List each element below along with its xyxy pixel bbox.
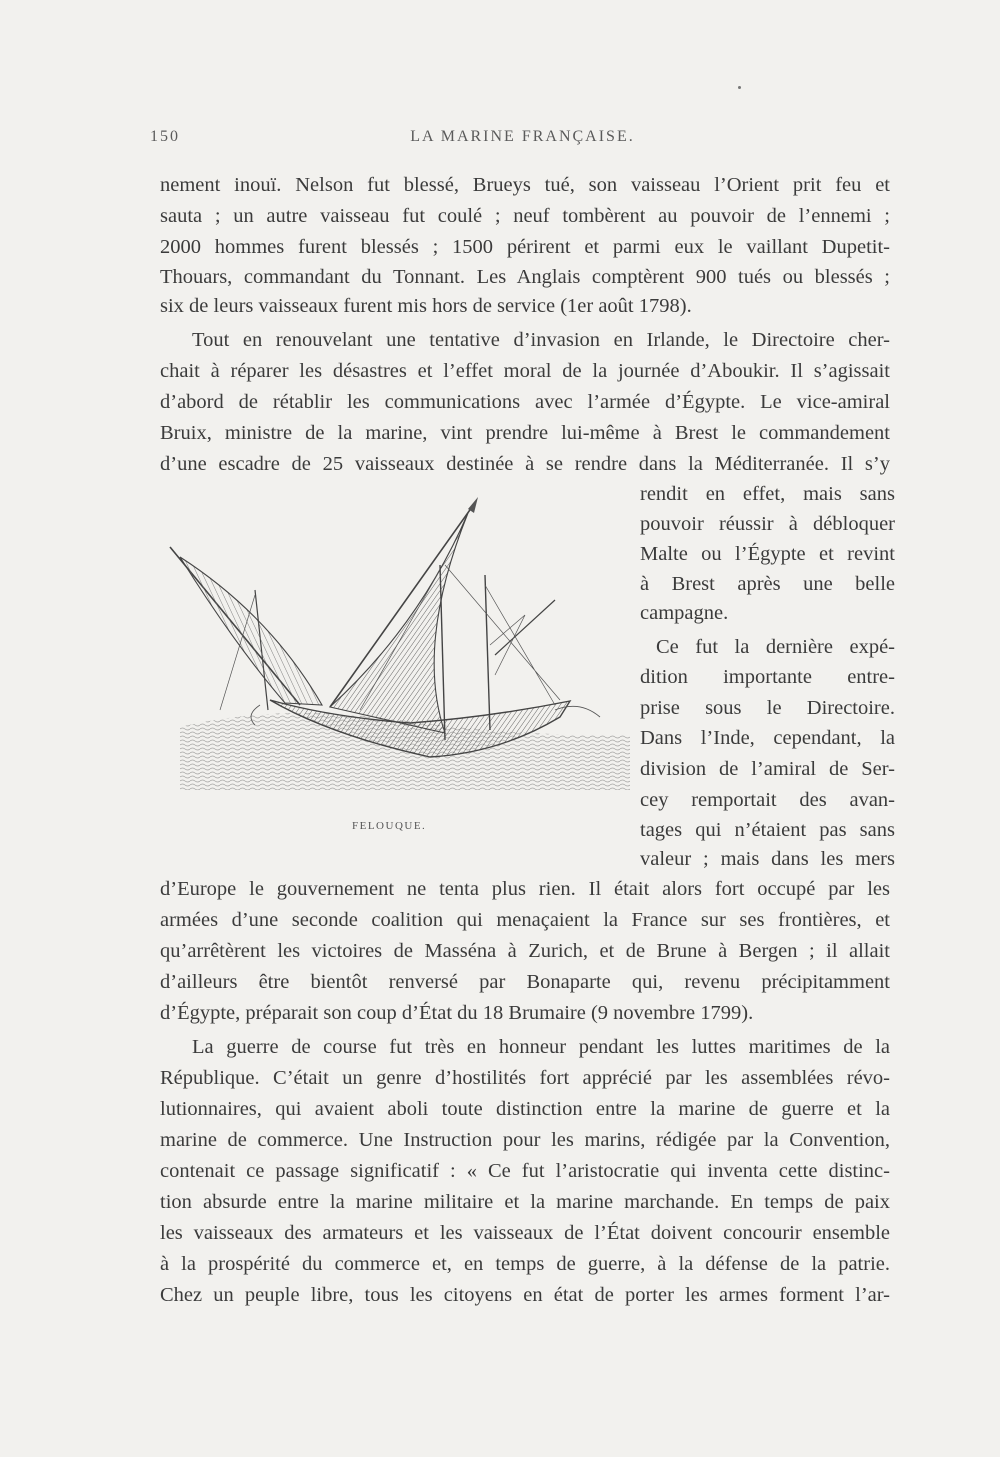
body-line: les vaisseaux des armateurs et les vaisseaux de l’État doivent concourir ensemble <box>160 1222 890 1244</box>
side-line: Malte ou l’Égypte et revint <box>640 543 895 565</box>
body-line: Thouars, commandant du Tonnant. Les Anglais comptèrent 900 tués ou blessés ; <box>160 266 890 288</box>
figure-caption: FELOUQUE. <box>352 820 427 832</box>
side-line: pouvoir réussir à débloquer <box>640 513 895 535</box>
side-line: Dans l’Inde, cependant, la <box>640 727 895 749</box>
body-line: d’Europe le gouvernement ne tenta plus rien. Il était alors fort occupé par les <box>160 878 890 900</box>
body-line: d’une escadre de 25 vaisseaux destinée à se rendre dans la Méditerranée. Il s’y <box>160 453 890 475</box>
body-line: contenait ce passage significatif : « Ce fut l’aristocratie qui inventa cette distinc- <box>160 1160 890 1182</box>
side-line: rendit en effet, mais sans <box>640 483 895 505</box>
body-line: chait à réparer les désastres et l’effet moral de la journée d’Aboukir. Il s’agissait <box>160 360 890 382</box>
running-title: LA MARINE FRANÇAISE. <box>410 128 635 145</box>
body-line: qu’arrêtèrent les victoires de Masséna à Zurich, et de Brune à Bergen ; il allait <box>160 940 890 962</box>
main-sail <box>330 513 468 733</box>
body-line: République. C’était un genre d’hostilités fort apprécié par les assemblées révo- <box>160 1067 890 1089</box>
page-number: 150 <box>150 128 180 145</box>
side-line: campagne. <box>640 602 729 624</box>
side-line: prise sous le Directoire. <box>640 697 895 719</box>
body-line: lutionnaires, qui avaient aboli toute distinction entre la marine de guerre et la <box>160 1098 890 1120</box>
aft-sail <box>180 557 322 705</box>
body-line: six de leurs vaisseaux furent mis hors de service (1er août 1798). <box>160 295 692 317</box>
body-line: d’abord de rétablir les communications avec l’armée d’Égypte. Le vice-amiral <box>160 391 890 413</box>
body-line: d’ailleurs être bientôt renversé par Bonaparte qui, revenu précipitamment <box>160 971 890 993</box>
body-line: sauta ; un autre vaisseau fut coulé ; neuf tombèrent au pouvoir de l’ennemi ; <box>160 205 890 227</box>
body-line: La guerre de course fut très en honneur pendant les luttes maritimes de la <box>192 1036 890 1058</box>
side-line: cey remportait des avan- <box>640 789 895 811</box>
body-line: nement inouï. Nelson fut blessé, Brueys tué, son vaisseau l’Orient prit feu et <box>160 174 890 196</box>
body-line: Tout en renouvelant une tentative d’invasion en Irlande, le Directoire cher- <box>192 329 890 351</box>
side-line: valeur ; mais dans les mers <box>640 848 895 870</box>
side-line: à Brest après une belle <box>640 573 895 595</box>
body-line: Bruix, ministre de la marine, vint prendre lui-même à Brest le commandement <box>160 422 890 444</box>
side-line: tages qui n’étaient pas sans <box>640 819 895 841</box>
side-line: division de l’amiral de Ser- <box>640 758 895 780</box>
paper-speck <box>738 86 741 89</box>
side-line: Ce fut la dernière expé- <box>656 636 895 658</box>
body-line: d’Égypte, préparait son coup d’État du 18 Brumaire (9 novembre 1799). <box>160 1002 754 1024</box>
body-line: 2000 hommes furent blessés ; 1500 périrent et parmi eux le vaillant Dupetit- <box>160 236 890 258</box>
side-line: dition importante entre- <box>640 666 895 688</box>
body-line: Chez un peuple libre, tous les citoyens en état de porter les armes forment l’ar- <box>160 1284 890 1306</box>
body-line: à la prospérité du commerce et, en temps de guerre, à la défense de la patrie. <box>160 1253 890 1275</box>
felucca-engraving <box>160 495 630 795</box>
body-line: armées d’une seconde coalition qui menaçaient la France sur ses frontières, et <box>160 909 890 931</box>
page-header <box>150 128 895 156</box>
body-line: marine de commerce. Une Instruction pour les marins, rédigée par la Convention, <box>160 1129 890 1151</box>
body-line: tion absurde entre la marine militaire et la marine marchande. En temps de paix <box>160 1191 890 1213</box>
